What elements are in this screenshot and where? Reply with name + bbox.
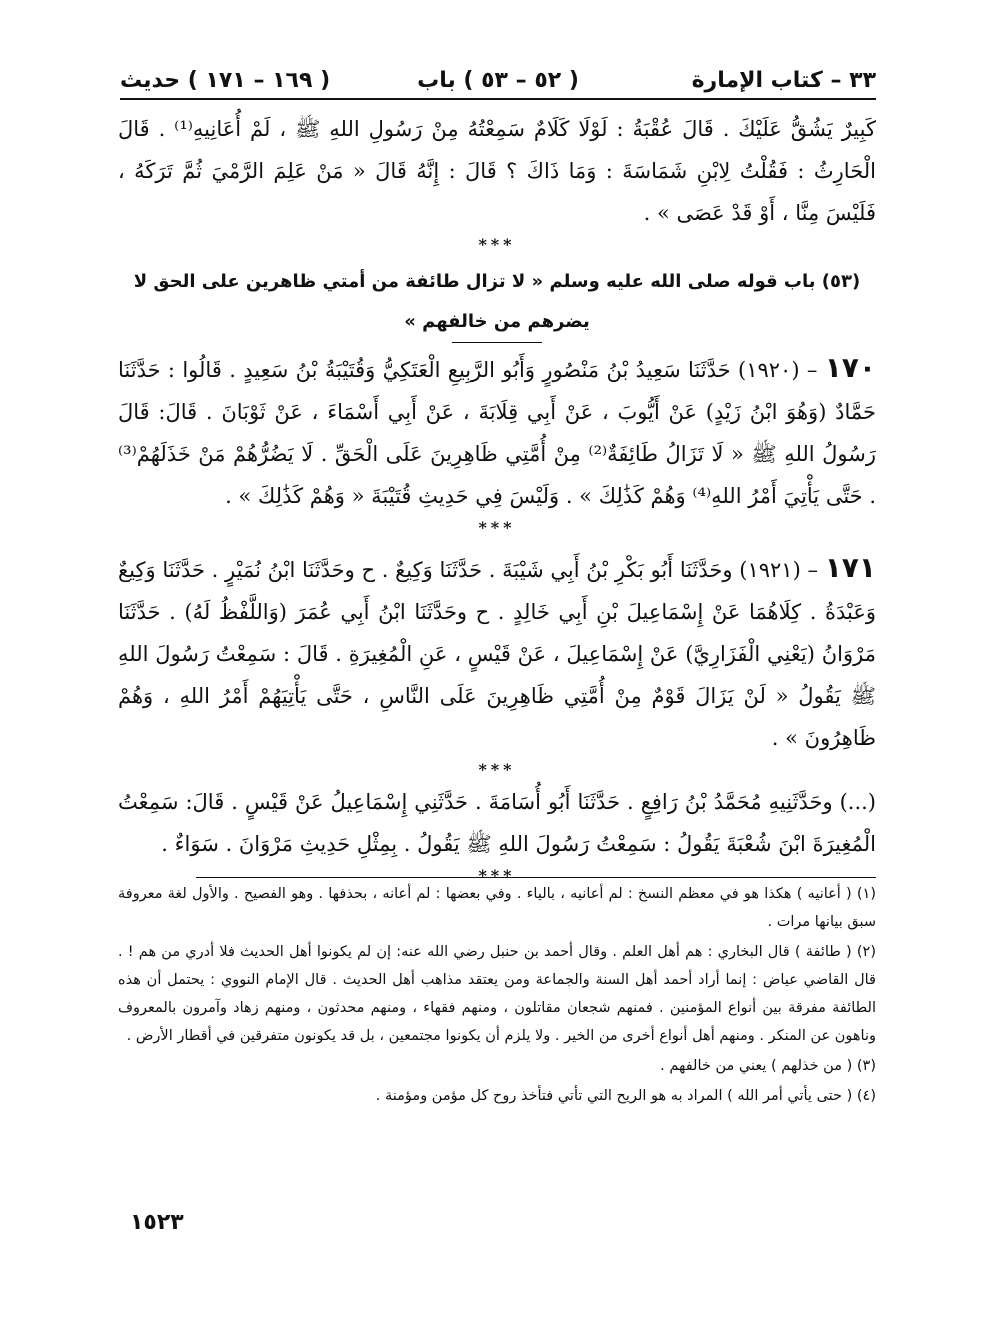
main-text [118,108,876,887]
hadith-text: – (١٩٢٠) حَدَّثَنَا سَعِيدُ بْنُ مَنْصُورٍ وَأَبُو الرَّبِيعِ الْعَتَكِيُّ وَقُتَيْبَةُ بْنُ سَعِيدٍ . قَالُوا : حَدَّثَنَا حَمَّادٌ (وَهُوَ ابْنُ زَيْدٍ) عَنْ أَيُّوبَ ، عَنْ أَبِي قِلَابَةَ ، عَنْ أَبِي أَسْمَاءَ ، عَنْ ثَوْبَانَ . قَالَ: قَالَ رَسُولُ اللهِ ﷺ « لَا تَزَالُ طَائِفَةٌ⁽²⁾ مِنْ أُمَّتِي ظَاهِرِينَ عَلَى الْحَقِّ . لَا يَضُرُّهُمْ مَنْ خَذَلَهُمْ⁽³⁾ . حَتَّى يَأْتِيَ أَمْرُ اللهِ⁽⁴⁾ وَهُمْ كَذَٰلِكَ » . وَلَيْسَ فِي حَدِيثِ قُتَيْبَةَ « وَهُمْ كَذَٰلِكَ » . [118,358,876,508]
continued-paragraph: كَبِيرٌ يَشُقُّ عَلَيْكَ . قَالَ عُقْبَةُ : لَوْلَا كَلَامٌ سَمِعْتُهُ مِنْ رَسُولِ اللهِ ﷺ ، لَمْ أُعَانِيهِ⁽¹⁾ . قَالَ الْحَارِثُ : فَقُلْتُ لِابْنِ شَمَاسَةَ : وَمَا ذَاكَ ؟ قَالَ : إِنَّهُ قَالَ « مَنْ عَلِمَ الرَّمْيَ ثُمَّ تَرَكَهُ ، فَلَيْسَ مِنَّا ، أَوْ قَدْ عَصَى » . [118,117,876,225]
section-separator: *** [478,760,516,779]
footnote-1: (١) ( أعانيه ) هكذا هو في معظم النسخ : لم أعانيه ، بالياء . وفي بعضها : لم أعانه ، بحذفها . وهو الفصيح . والأول لغة معروفة سبق بيانها مرات . [118,886,876,930]
section-separator: *** [478,866,516,885]
hadith-171 [118,547,876,759]
header-divider [120,98,876,100]
footnote-2: (٢) ( طائفة ) قال البخاري : هم أهل العلم . وقال أحمد بن حنبل رضي الله عنه: إن لم يكونوا أهل الحديث فلا أدري من هم ! . قال القاضي عياض : إنما أراد أحمد أهل السنة والجماعة ومن يعتقد مذاهب أهل الحديث . قال الإمام النووي : يحتمل أن هذه الطائفة مفرقة بين أنواع المؤمنين . فمنهم شجعان مقاتلون ، ومنهم فقهاء ، ومنهم محدثون ، ومنهم زهاد وآمرون بالمعروف وناهون عن المنكر . ومنهم أهل أنواع أخرى من الخير . ولا يلزم أن يكونوا مجتمعين ، بل قد يكونون متفرقين في أقطار الأرض . [118,944,876,1044]
header-hadith-range: ( ١٦٩ – ١٧١ ) حديث [120,68,331,93]
chapter-divider [452,342,542,343]
header-book-title: ٣٣ – كتاب الإمارة [691,68,876,93]
footnote-4: (٤) ( حتى يأتي أمر الله ) المراد به هو الريح التي تأتي فتأخذ روح كل مؤمن ومؤمنة . [375,1088,876,1104]
hadith-number: ١٧٠ [824,351,876,384]
hadith-170 [118,347,876,517]
running-header [120,62,876,102]
section-separator: *** [478,518,516,537]
hadith-number: ١٧١ [824,551,876,584]
hadith-171-variant: (...) وحَدَّثَنِيهِ مُحَمَّدُ بْنُ رَافِعٍ . حَدَّثَنَا أَبُو أُسَامَةَ . حَدَّثَنِي إِسْمَاعِيلُ عَنْ قَيْسٍ . قَالَ: سَمِعْتُ الْمُغِيرَةَ ابْنَ شُعْبَةَ يَقُولُ : سَمِعْتُ رَسُولَ اللهِ ﷺ يَقُولُ . بِمِثْلِ حَدِيثِ مَرْوَانَ . سَوَاءٌ . [118,790,876,856]
hadith-text: – (١٩٢١) وحَدَّثَنَا أَبُو بَكْرِ بْنُ أَبِي شَيْبَةَ . حَدَّثَنَا وَكِيعٌ . ح وحَدَّثَنَا ابْنُ نُمَيْرٍ . حَدَّثَنَا وَكِيعٌ وَعَبْدَةُ . كِلَاهُمَا عَنْ إِسْمَاعِيلَ بْنِ أَبِي خَالِدٍ . ح وحَدَّثَنَا ابْنُ أَبِي عُمَرَ (وَاللَّفْظُ لَهُ) . حَدَّثَنَا مَرْوَانُ (يَعْنِي الْفَزَارِيَّ) عَنْ إِسْمَاعِيلَ ، عَنْ قَيْسٍ ، عَنِ الْمُغِيرَةِ . قَالَ : سَمِعْتُ رَسُولَ اللهِ ﷺ يَقُولُ « لَنْ يَزَالَ قَوْمٌ مِنْ أُمَّتِي ظَاهِرِينَ عَلَى النَّاسِ ، حَتَّى يَأْتِيَهُمْ أَمْرُ اللهِ ، وَهُمْ ظَاهِرُونَ » . [118,558,876,750]
footnote-3: (٣) ( من خذلهم ) يعني من خالفهم . [660,1058,876,1074]
section-separator: *** [478,235,516,254]
header-chapter-range: ( ٥٢ – ٥٣ ) باب [417,68,579,93]
footnote-divider [196,877,876,878]
chapter-heading: (٥٣) باب قوله صلى الله عليه وسلم « لا تزال طائفة من أمتي ظاهرين على الحق لا يضرهم من خالفهم » [133,271,861,332]
page-number: ١٥٢٣ [130,1210,184,1235]
footnotes [118,880,876,1112]
